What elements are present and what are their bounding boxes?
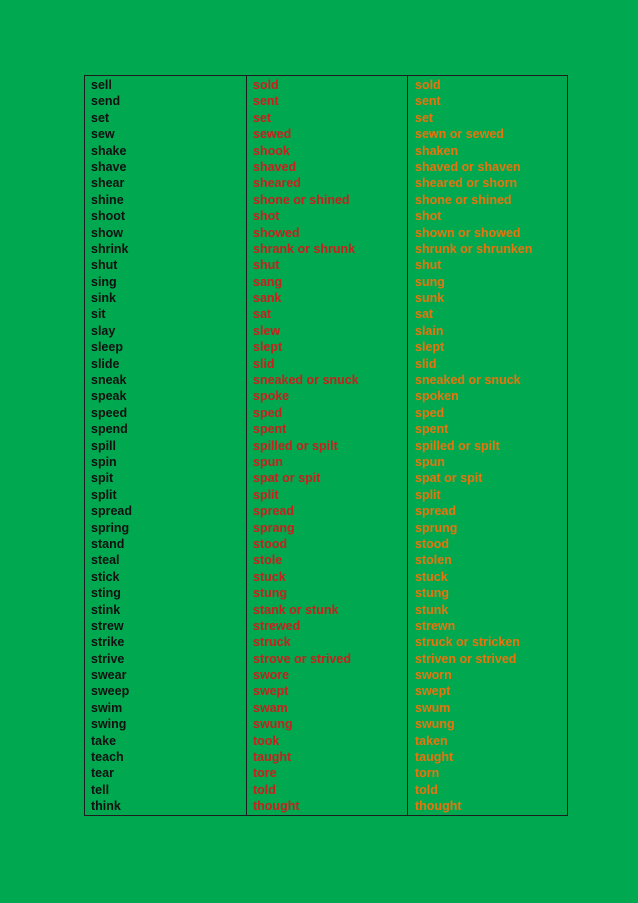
base-form-cell: slay [91, 323, 116, 338]
base-form-cell: shut [91, 258, 118, 273]
base-form-cell: split [91, 487, 117, 502]
base-form-cell: sting [91, 586, 121, 601]
participle-form-cell: sewn or sewed [415, 127, 504, 142]
participle-form-cell: spilled or spilt [415, 438, 500, 453]
base-form-cell: spin [91, 454, 117, 469]
participle-form-cell: spread [415, 504, 456, 519]
past-form-cell: swept [253, 684, 289, 699]
past-form-cell: sneaked or snuck [253, 373, 359, 388]
past-form-cell: sprang [253, 520, 295, 535]
participle-form-cell: stung [415, 586, 450, 601]
past-form-cell: stood [253, 536, 288, 551]
past-form-cell: sent [253, 94, 279, 109]
past-form-cell: took [253, 733, 280, 748]
base-form-cell: sweep [91, 684, 130, 699]
participle-form-cell: sent [415, 94, 441, 109]
past-participle-column [407, 76, 567, 815]
participle-form-cell: spent [415, 422, 449, 437]
base-form-cell: stand [91, 536, 125, 551]
past-form-cell: sped [253, 405, 283, 420]
base-form-cell: shake [91, 143, 127, 158]
participle-form-cell: sheared or shorn [415, 176, 518, 191]
past-form-cell: sold [253, 78, 279, 92]
past-form-cell: sang [253, 274, 283, 289]
participle-form-cell: sold [415, 78, 441, 92]
past-form-cell: stank or stunk [253, 602, 339, 617]
participle-form-cell: stunk [415, 602, 449, 617]
base-form-cell: set [91, 110, 110, 125]
participle-form-cell: set [415, 110, 434, 125]
base-form-cell: spring [91, 520, 130, 535]
base-form-cell: slide [91, 356, 120, 371]
past-form-cell: sank [253, 291, 282, 306]
participle-form-cell: stuck [415, 569, 448, 584]
past-form-cell: tore [253, 766, 277, 781]
past-form-cell: shrank or shrunk [253, 241, 356, 256]
past-form-cell: spent [253, 422, 287, 437]
past-form-cell: taught [253, 750, 292, 765]
participle-form-cell: sung [415, 274, 445, 289]
participle-form-cell: strewn [415, 618, 456, 633]
past-form-cell: spat or spit [253, 471, 321, 486]
participle-form-cell: shut [415, 258, 442, 273]
past-form-cell: swam [253, 700, 288, 715]
participle-form-cell: sunk [415, 291, 445, 306]
base-form-cell: spit [91, 471, 114, 486]
base-form-cell: shine [91, 192, 124, 207]
base-form-cell: swear [91, 668, 127, 683]
base-form-cell: stick [91, 569, 120, 584]
base-form-cell: strike [91, 635, 125, 650]
base-form-cell: send [91, 94, 121, 109]
base-form-cell: strew [91, 618, 124, 633]
past-form-cell: spread [253, 504, 294, 519]
base-form-cell: strive [91, 651, 125, 666]
past-form-cell: stung [253, 586, 288, 601]
past-form-cell: stole [253, 553, 283, 568]
participle-form-cell: thought [415, 799, 462, 814]
participle-form-cell: taught [415, 750, 454, 765]
base-form-cell: spread [91, 504, 132, 519]
base-form-cell: swim [91, 700, 123, 715]
past-form-cell: strove or strived [253, 651, 351, 666]
participle-form-cell: shaken [415, 143, 459, 158]
past-form-cell: swore [253, 668, 290, 683]
participle-form-cell: swung [415, 717, 455, 732]
participle-form-cell: stood [415, 536, 450, 551]
base-form-cell: stink [91, 602, 121, 617]
past-form-cell: shaved [253, 159, 297, 174]
base-form-cell: sing [91, 274, 117, 289]
base-form-cell: teach [91, 750, 124, 765]
participle-form-cell: slept [415, 340, 445, 355]
past-form-cell: shone or shined [253, 192, 350, 207]
participle-form-cell: shaved or shaven [415, 159, 521, 174]
base-form-cell: swing [91, 717, 127, 732]
past-form-cell: spoke [253, 389, 290, 404]
participle-form-cell: swept [415, 684, 451, 699]
base-form-column [85, 76, 246, 815]
base-form-cell: shoot [91, 209, 126, 224]
past-form-cell: swung [253, 717, 293, 732]
past-form-cell: spun [253, 454, 283, 469]
participle-form-cell: spun [415, 454, 445, 469]
past-form-cell: sewed [253, 127, 292, 142]
participle-form-cell: spat or spit [415, 471, 483, 486]
base-form-cell: sleep [91, 340, 123, 355]
past-form-cell: shot [253, 209, 280, 224]
participle-form-cell: told [415, 782, 438, 797]
base-form-cell: speed [91, 405, 128, 420]
base-form-cell: shear [91, 176, 125, 191]
base-form-cell: steal [91, 553, 120, 568]
base-form-cell: show [91, 225, 123, 240]
base-form-cell: sit [91, 307, 106, 322]
base-form-cell: take [91, 733, 117, 748]
participle-form-cell: shown or showed [415, 225, 521, 240]
base-form-cell: sew [91, 127, 115, 142]
participle-form-cell: swum [415, 700, 451, 715]
participle-form-cell: shone or shined [415, 192, 512, 207]
participle-form-cell: stolen [415, 553, 452, 568]
past-form-cell: sheared [253, 176, 301, 191]
past-form-cell: slept [253, 340, 283, 355]
base-form-cell: tell [91, 782, 110, 797]
participle-form-cell: slain [415, 323, 444, 338]
past-form-cell: told [253, 782, 276, 797]
past-form-cell: shook [253, 143, 290, 158]
participle-form-cell: taken [415, 733, 448, 748]
base-form-cell: think [91, 799, 121, 814]
participle-form-cell: shot [415, 209, 442, 224]
past-form-cell: slew [253, 323, 281, 338]
base-form-cell: shave [91, 159, 127, 174]
participle-form-cell: sneaked or snuck [415, 373, 521, 388]
irregular-verbs-table [84, 75, 568, 816]
base-form-cell: speak [91, 389, 127, 404]
past-form-cell: struck [253, 635, 291, 650]
participle-form-cell: sworn [415, 668, 452, 683]
participle-form-cell: slid [415, 356, 437, 371]
past-form-cell: split [253, 487, 279, 502]
past-form-cell: set [253, 110, 272, 125]
participle-form-cell: split [415, 487, 441, 502]
past-form-cell: strewed [253, 618, 301, 633]
past-form-cell: shut [253, 258, 280, 273]
past-form-cell: sat [253, 307, 272, 322]
past-form-cell: showed [253, 225, 300, 240]
base-form-cell: sink [91, 291, 117, 306]
past-form-cell: stuck [253, 569, 286, 584]
base-form-cell: spend [91, 422, 128, 437]
participle-form-cell: sprung [415, 520, 458, 535]
base-form-cell: shrink [91, 241, 129, 256]
past-simple-column [246, 76, 407, 815]
participle-form-cell: sat [415, 307, 434, 322]
participle-form-cell: spoken [415, 389, 459, 404]
participle-form-cell: torn [415, 766, 440, 781]
participle-form-cell: struck or stricken [415, 635, 520, 650]
base-form-cell: spill [91, 438, 117, 453]
participle-form-cell: shrunk or shrunken [415, 241, 533, 256]
participle-form-cell: sped [415, 405, 445, 420]
base-form-cell: tear [91, 766, 114, 781]
past-form-cell: slid [253, 356, 275, 371]
base-form-cell: sneak [91, 373, 127, 388]
participle-form-cell: striven or strived [415, 651, 517, 666]
past-form-cell: thought [253, 799, 300, 814]
past-form-cell: spilled or spilt [253, 438, 338, 453]
base-form-cell: sell [91, 78, 112, 92]
